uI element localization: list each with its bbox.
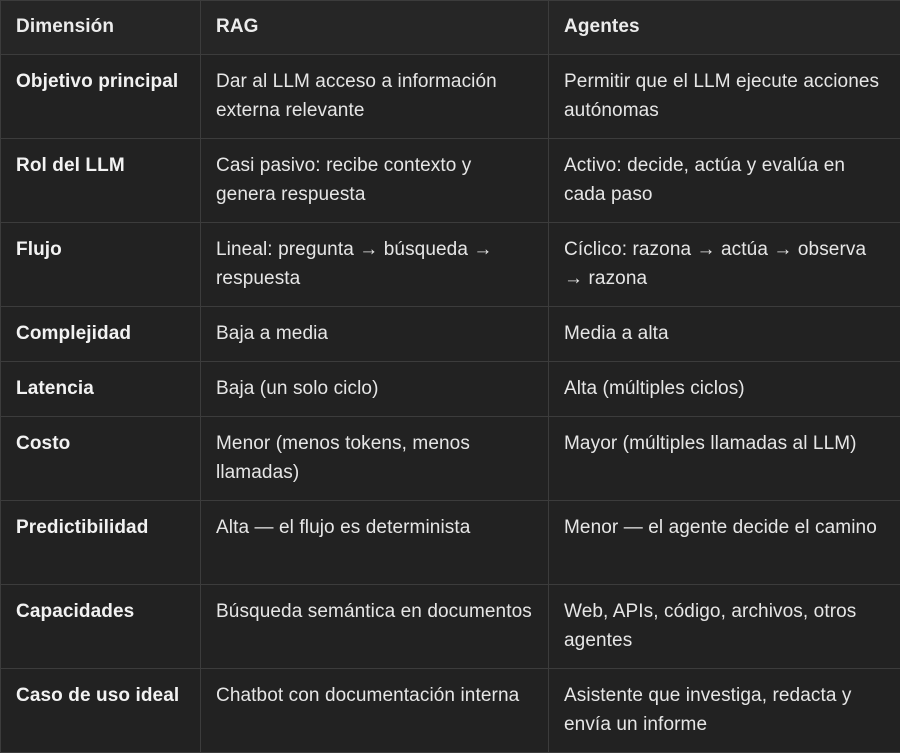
cell-rag: Baja (un solo ciclo) bbox=[201, 362, 549, 417]
header-rag: RAG bbox=[201, 1, 549, 55]
cell-agentes: Asistente que investiga, redacta y envía un informe bbox=[549, 669, 900, 753]
cell-agentes: Media a alta bbox=[549, 307, 900, 362]
cell-dimension: Caso de uso ideal bbox=[1, 669, 201, 753]
table-body bbox=[1, 55, 900, 753]
cell-agentes: Cíclico: razona → actúa → observa → razona bbox=[549, 223, 900, 307]
header-agentes: Agentes bbox=[549, 1, 900, 55]
header-row bbox=[1, 1, 900, 55]
cell-rag: Búsqueda semántica en documentos bbox=[201, 585, 549, 669]
cell-agentes: Activo: decide, actúa y evalúa en cada paso bbox=[549, 139, 900, 223]
table-row bbox=[1, 669, 900, 753]
cell-dimension: Rol del LLM bbox=[1, 139, 201, 223]
table-header bbox=[1, 1, 900, 55]
cell-rag: Chatbot con documentación interna bbox=[201, 669, 549, 753]
table-row bbox=[1, 139, 900, 223]
cell-dimension: Complejidad bbox=[1, 307, 201, 362]
cell-dimension: Predictibilidad bbox=[1, 501, 201, 585]
cell-rag: Baja a media bbox=[201, 307, 549, 362]
header-dimension: Dimensión bbox=[1, 1, 201, 55]
table-row bbox=[1, 417, 900, 501]
cell-rag: Dar al LLM acceso a información externa relevante bbox=[201, 55, 549, 139]
table-row bbox=[1, 585, 900, 669]
table-row bbox=[1, 307, 900, 362]
table-row bbox=[1, 55, 900, 139]
cell-rag: Lineal: pregunta → búsqueda → respuesta bbox=[201, 223, 549, 307]
table-row bbox=[1, 223, 900, 307]
cell-dimension: Costo bbox=[1, 417, 201, 501]
cell-dimension: Latencia bbox=[1, 362, 201, 417]
cell-rag: Casi pasivo: recibe contexto y genera respuesta bbox=[201, 139, 549, 223]
cell-rag: Menor (menos tokens, menos llamadas) bbox=[201, 417, 549, 501]
cell-agentes: Web, APIs, código, archivos, otros agentes bbox=[549, 585, 900, 669]
cell-dimension: Capacidades bbox=[1, 585, 201, 669]
cell-dimension: Flujo bbox=[1, 223, 201, 307]
table-row bbox=[1, 501, 900, 585]
cell-agentes: Permitir que el LLM ejecute acciones autónomas bbox=[549, 55, 900, 139]
cell-dimension: Objetivo principal bbox=[1, 55, 201, 139]
cell-rag: Alta — el flujo es determinista bbox=[201, 501, 549, 585]
cell-agentes: Alta (múltiples ciclos) bbox=[549, 362, 900, 417]
cell-agentes: Menor — el agente decide el camino bbox=[549, 501, 900, 585]
cell-agentes: Mayor (múltiples llamadas al LLM) bbox=[549, 417, 900, 501]
table-row bbox=[1, 362, 900, 417]
